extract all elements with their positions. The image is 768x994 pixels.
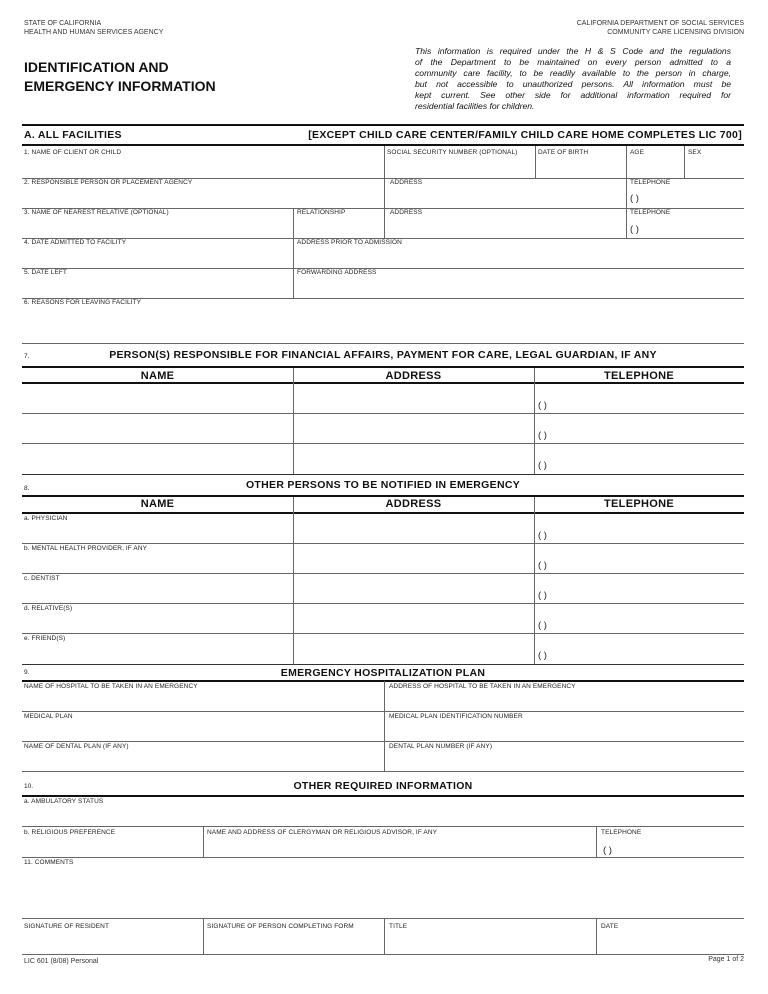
clergyman-field[interactable]: NAME AND ADDRESS OF CLERGYMAN OR RELIGIOUS ADVISOR, IF ANY [207,829,438,836]
divider [22,857,744,858]
state-line: STATE OF CALIFORNIA [24,20,102,27]
section-10-title: OTHER REQUIRED INFORMATION [293,780,473,792]
dental-plan-field[interactable]: NAME OF DENTAL PLAN (IF ANY) [24,743,129,750]
resident-signature-field[interactable]: SIGNATURE OF RESIDENT [24,923,110,930]
cell-border [684,146,685,178]
cell-border [596,826,597,857]
notice-text [415,46,731,111]
clergyman-telephone-label: TELEPHONE [601,829,642,836]
cell-border [626,208,627,238]
relationship-field[interactable]: RELATIONSHIP [297,209,346,216]
cell-border [596,918,597,954]
medical-plan-field[interactable]: MEDICAL PLAN [24,713,73,720]
relative-telephone-label: TELEPHONE [630,209,671,216]
responsible-person-field[interactable]: 2. RESPONSIBLE PERSON OR PLACEMENT AGENCY [24,179,193,186]
col-telephone-header: TELEPHONE [604,498,674,510]
cell-border [293,497,294,664]
divider [22,795,744,797]
divider [22,741,744,742]
friends-row[interactable]: e. FRIEND(S) [24,635,66,642]
financial-phone-3[interactable]: ( ) [538,460,547,471]
col-address-header: ADDRESS [385,498,442,510]
divider [22,664,744,665]
divider [22,954,744,955]
prior-address-field[interactable]: ADDRESS PRIOR TO ADMISSION [297,239,402,246]
divider [22,633,744,634]
form-title-line1: IDENTIFICATION AND [24,59,169,75]
notice-line: community care facility, to be readily available to the person in charge, [415,67,731,78]
section-9-title: EMERGENCY HOSPITALIZATION PLAN [280,667,486,679]
divider [22,680,744,682]
cell-border [203,918,204,954]
section-7-number: 7. [24,353,30,360]
cell-border [534,368,535,474]
hospital-address-field[interactable]: ADDRESS OF HOSPITAL TO BE TAKEN IN AN EMERGENCY [389,683,576,690]
form-title [24,58,216,96]
divider [22,603,744,604]
col-name-header: NAME [140,498,175,510]
sex-field[interactable]: SEX [688,149,702,156]
hospital-name-field[interactable]: NAME OF HOSPITAL TO BE TAKEN IN AN EMERGENCY [24,683,198,690]
divider [22,144,744,146]
department [577,20,744,37]
col-telephone-header: TELEPHONE [604,370,674,382]
divider [22,366,744,368]
forwarding-address-field[interactable]: FORWARDING ADDRESS [297,269,377,276]
divider [22,413,744,414]
col-name-header: NAME [140,370,175,382]
page-number: Page 1 of 2 [708,956,744,963]
religious-preference-field[interactable]: b. RELIGIOUS PREFERENCE [24,829,116,836]
comments-field[interactable]: 11. COMMENTS [24,859,74,866]
form-id: LIC 601 (8/08) Personal [24,958,99,965]
financial-phone-2[interactable]: ( ) [538,430,547,441]
physician-row[interactable]: a. PHYSICIAN [24,515,68,522]
divider [22,512,744,514]
divider [22,443,744,444]
notice-line: residential facilities for children. [415,100,535,111]
title-field[interactable]: TITLE [389,923,408,930]
cell-border [384,918,385,954]
divider [22,495,744,497]
relative-area-code[interactable]: ( ) [630,224,639,235]
divider [22,543,744,544]
cell-border [535,146,536,178]
relative-address-field[interactable]: ADDRESS [390,209,423,216]
mental-health-row[interactable]: b. MENTAL HEALTH PROVIDER, IF ANY [24,545,148,552]
responsible-address-field[interactable]: ADDRESS [390,179,423,186]
notice-line: This information is required under the H & S Code and the regulations [415,46,731,56]
financial-phone-1[interactable]: ( ) [538,400,547,411]
divider [22,573,744,574]
cell-border [293,368,294,474]
clergyman-area-code[interactable]: ( ) [603,845,612,856]
dentist-row[interactable]: c. DENTIST [24,575,60,582]
friends-phone[interactable]: ( ) [538,650,547,661]
divider [22,124,744,126]
section-a-except: [EXCEPT CHILD CARE CENTER/FAMILY CHILD CARE HOME COMPLETES LIC 700] [308,129,742,141]
ssn-field[interactable]: SOCIAL SECURITY NUMBER (OPTIONAL) [387,149,518,156]
age-field[interactable]: AGE [630,149,645,156]
cell-border [384,178,385,208]
responsible-area-code[interactable]: ( ) [630,193,639,204]
relatives-row[interactable]: d. RELATIVE(S) [24,605,73,612]
section-a-title: A. ALL FACILITIES [24,129,122,141]
divider [22,826,744,827]
date-left-field[interactable]: 5. DATE LEFT [24,269,67,276]
cell-border [384,208,385,238]
divider [22,268,744,269]
cell-border [626,178,627,208]
ambulatory-status-field[interactable]: a. AMBULATORY STATUS [24,798,104,805]
dob-field[interactable]: DATE OF BIRTH [538,149,589,156]
client-name-field[interactable]: 1. NAME OF CLIENT OR CHILD [24,149,122,156]
notice-line: kept current. See other side for additional information required for [415,89,731,100]
divider [22,343,744,344]
divider [22,382,744,384]
date-field[interactable]: DATE [601,923,619,930]
col-address-header: ADDRESS [385,370,442,382]
section-8-number: 8. [24,485,30,492]
cell-border [293,208,294,238]
date-admitted-field[interactable]: 4. DATE ADMITTED TO FACILITY [24,239,127,246]
divider [22,771,744,772]
cell-border [626,146,627,178]
division-line: COMMUNITY CARE LICENSING DIVISION [607,28,744,36]
reasons-leaving-field[interactable]: 6. REASONS FOR LEAVING FACILITY [24,299,142,306]
nearest-relative-field[interactable]: 3. NAME OF NEAREST RELATIVE (OPTIONAL) [24,209,169,216]
medical-plan-id-field[interactable]: MEDICAL PLAN IDENTIFICATION NUMBER [389,713,523,720]
relatives-phone[interactable]: ( ) [538,620,547,631]
cell-border [534,497,535,664]
divider [22,711,744,712]
mental-health-phone[interactable]: ( ) [538,560,547,571]
form-title-line2: EMERGENCY INFORMATION [24,78,216,94]
notice-line: of the Department to be maintained on every person admitted to a [415,56,731,67]
completer-signature-field[interactable]: SIGNATURE OF PERSON COMPLETING FORM [207,923,354,930]
dental-plan-number-field[interactable]: DENTAL PLAN NUMBER (IF ANY) [389,743,493,750]
notice-line: but not accessible to unauthorized persons. All information must be [415,78,731,89]
physician-phone[interactable]: ( ) [538,530,547,541]
section-9-number: 9. [24,669,30,676]
section-8-title: OTHER PERSONS TO BE NOTIFIED IN EMERGENCY [245,479,521,491]
responsible-telephone-label: TELEPHONE [630,179,671,186]
cell-border [203,826,204,857]
dentist-phone[interactable]: ( ) [538,590,547,601]
divider [22,474,744,475]
state-agency [24,20,163,37]
agency-line: HEALTH AND HUMAN SERVICES AGENCY [24,28,164,36]
cell-border [384,681,385,771]
section-7-title: PERSON(S) RESPONSIBLE FOR FINANCIAL AFFAIRS, PAYMENT FOR CARE, LEGAL GUARDIAN, IF ANY [109,349,657,361]
divider [22,918,744,919]
department-line: CALIFORNIA DEPARTMENT OF SOCIAL SERVICES [576,20,744,27]
cell-border [384,146,385,178]
section-10-number: 10. [24,783,34,790]
